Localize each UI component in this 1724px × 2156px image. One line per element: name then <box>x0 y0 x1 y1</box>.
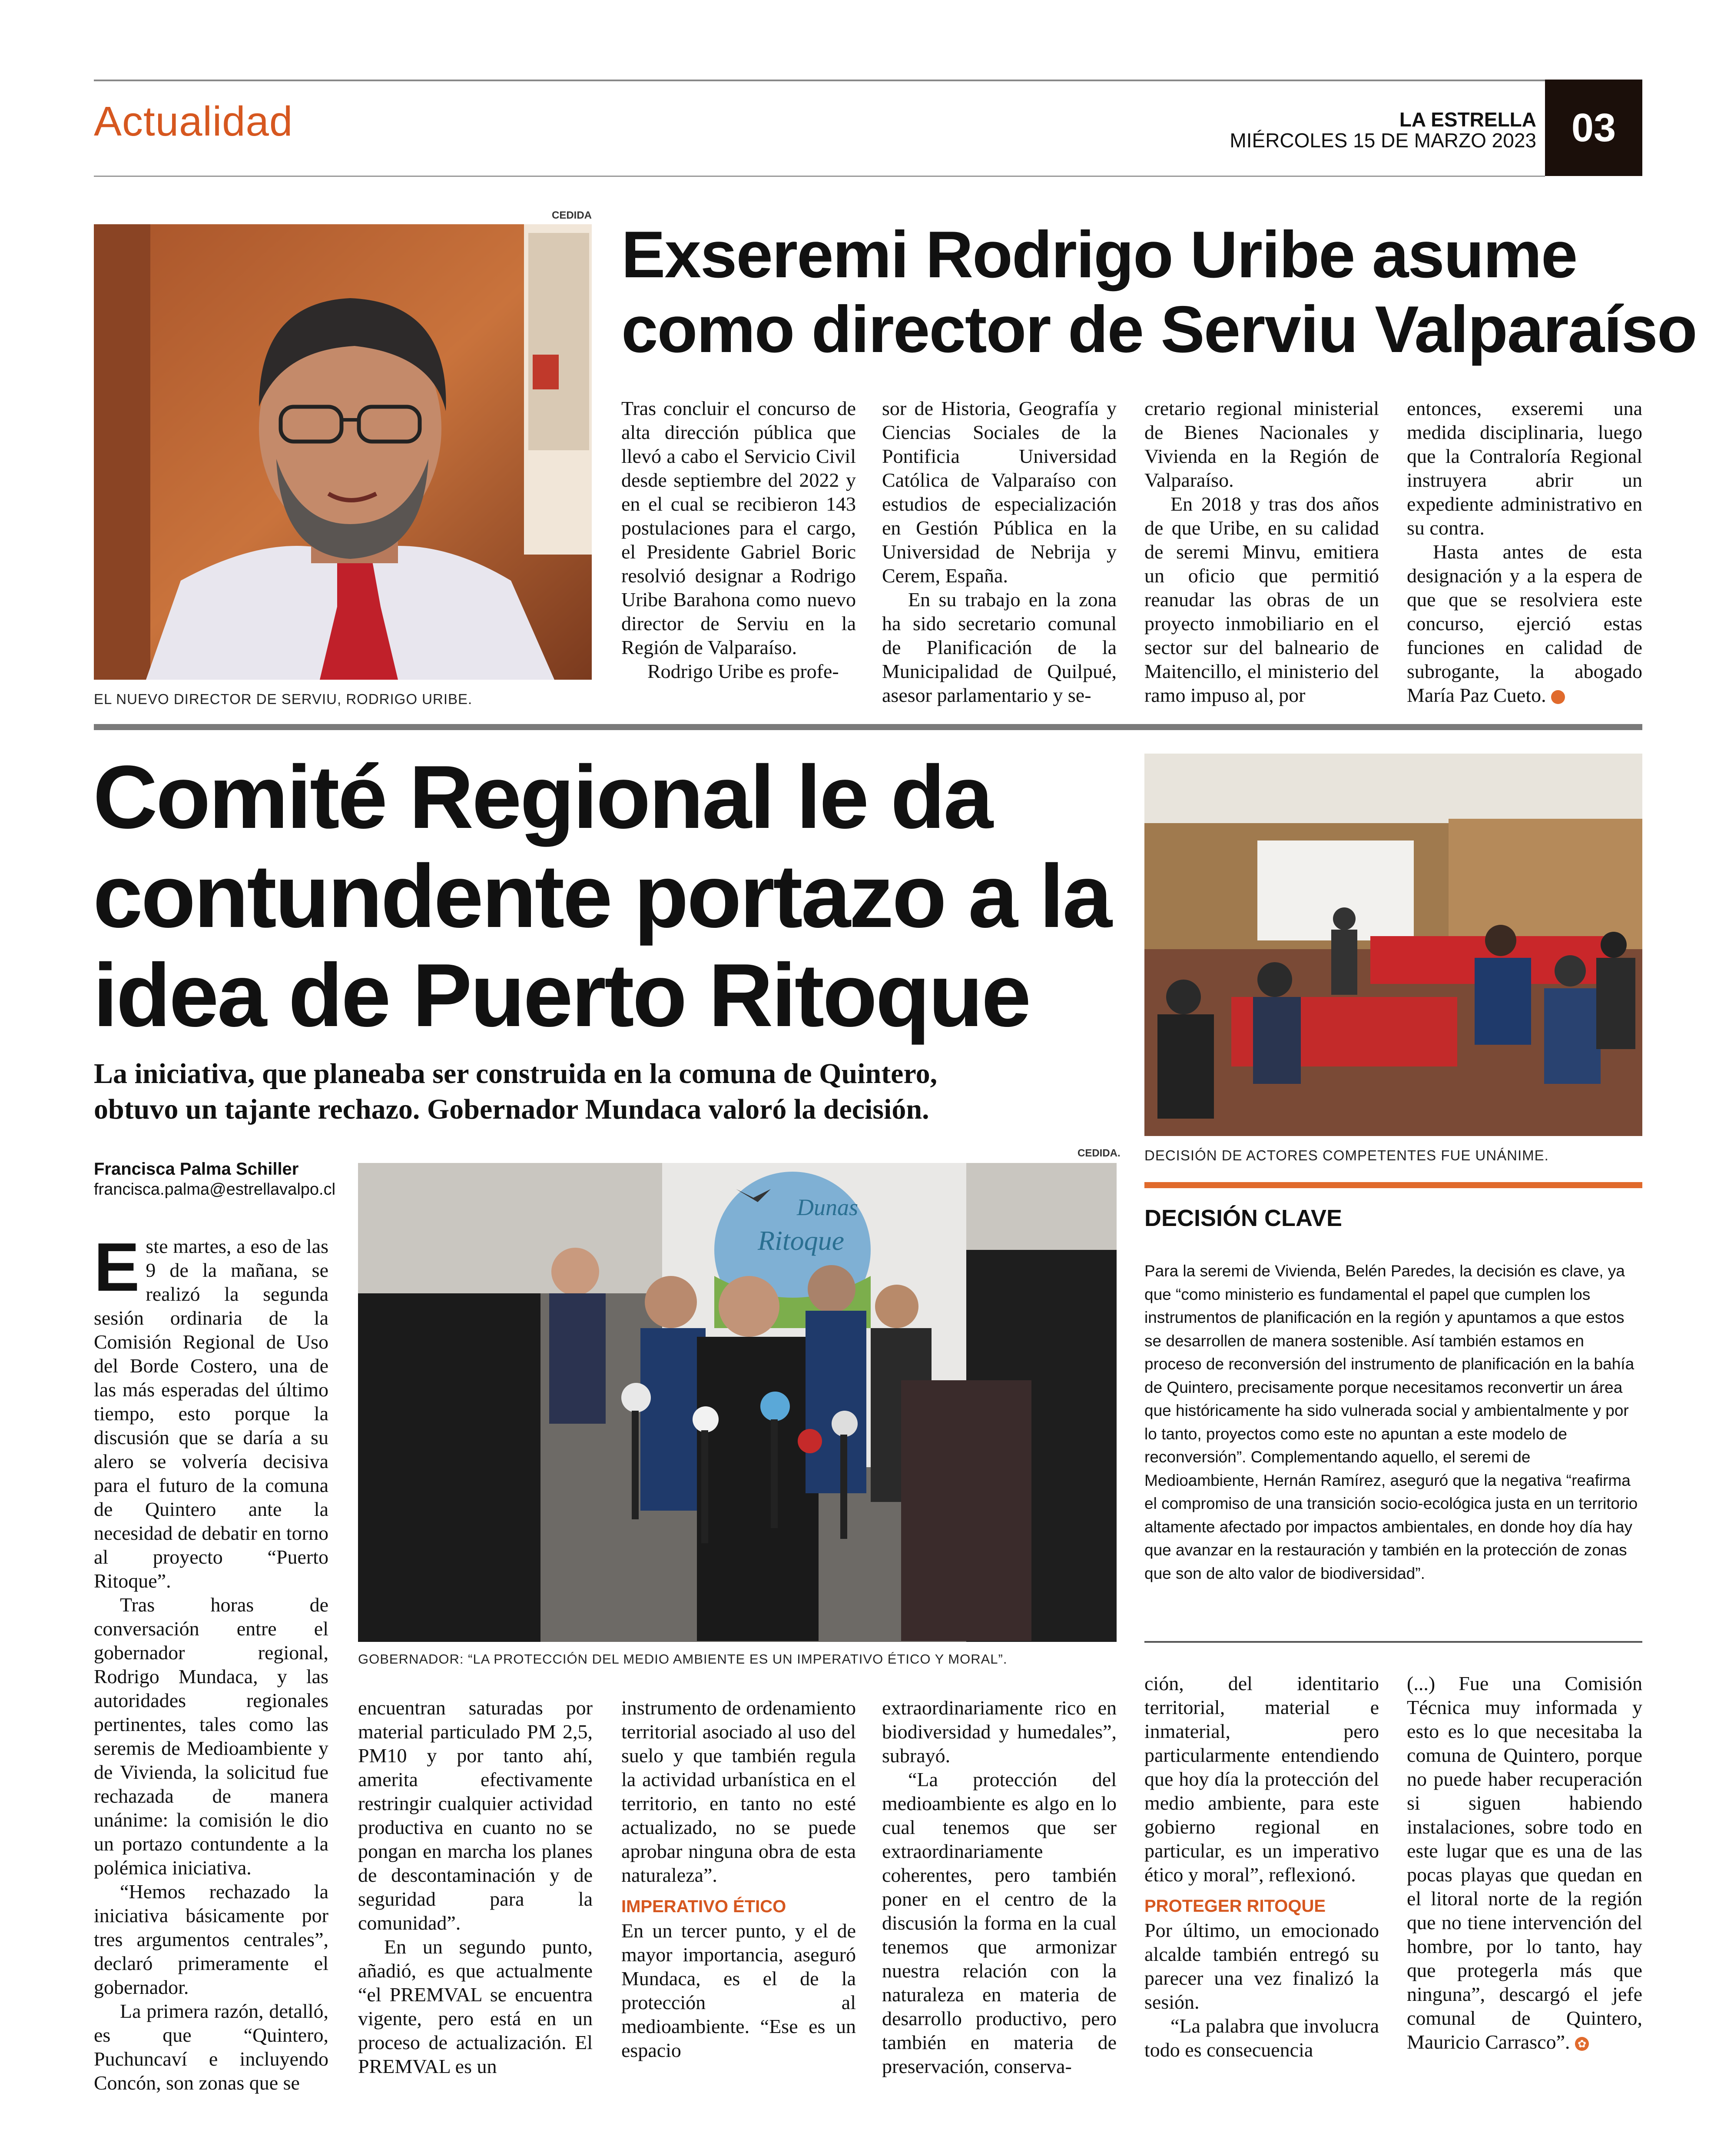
page-date: MIÉRCOLES 15 DE MARZO 2023 <box>1230 129 1536 152</box>
story2-column-2 <box>358 1696 593 2078</box>
story2-lead-paragraph <box>94 1229 328 1593</box>
end-mark-icon: ✿ <box>1551 690 1565 704</box>
subhead-imperativo: IMPERATIVO ÉTICO <box>621 1897 786 1916</box>
author-email: francisca.palma@estrellavalpo.cl <box>94 1180 336 1199</box>
story2-paragraph: La primera razón, detalló, es que “Quintero, Puchuncaví e incluyendo Concón, son zonas que se <box>94 2000 328 2094</box>
story2-deck-line1: La iniciativa, que planeaba ser construida en la comuna de Quintero, <box>94 1058 938 1090</box>
paper-name: LA ESTRELLA <box>1399 108 1536 131</box>
press-photo-credit: CEDIDA. <box>1078 1147 1121 1159</box>
story2-column-1 <box>94 1229 328 2095</box>
story1-headline-line2: como director de Serviu Valparaíso <box>621 292 1697 366</box>
press-photo <box>358 1163 1117 1642</box>
story1-column-1 <box>621 396 856 683</box>
section-label: Actualidad <box>94 98 293 145</box>
page-number: 03 <box>1545 80 1642 176</box>
story1-paragraph: sor de Historia, Geografía y Ciencias Sociales de la Pontificia Universidad Católica de Valparaíso con estudios de especialización en Gestión Pública en la Universidad de Nebrija y Cerem, España. <box>882 397 1117 587</box>
story2-paragraph: “Hemos rechazado la iniciativa básicamente por tres argumentos centrales”, declaró primeramente el gobernador. <box>94 1880 328 1998</box>
portrait-illustration <box>94 224 592 680</box>
story2-paragraph: “La palabra que involucra todo es consecuencia <box>1144 2015 1379 2061</box>
story2-headline-line2: contundente portazo a la <box>93 846 1111 946</box>
story1-headline <box>621 217 1697 367</box>
meeting-illustration <box>1144 754 1642 1136</box>
story1-paragraph: Tras concluir el concurso de alta dirección pública que llevó a cabo el Servicio Civil desde septiembre del 2022 y en el cual se recibieron 143 postulaciones para el cargo, el Presidente Gabriel Boric resolvió designar a Rodrigo Uribe Barahona como nuevo director de Serviu en la Región de Valparaíso. <box>621 397 856 658</box>
sidebar-top-rule <box>1144 1182 1642 1188</box>
story1-paragraph: En 2018 y tras dos años de que Uribe, en su calidad de seremi Minvu, emitiera un oficio que permitió reanudar las obras de un proyecto inmobiliario en el sector sur del balneario de Maitencillo, el ministerio del ramo impuso al, por <box>1144 493 1379 706</box>
story2-paragraph: En un segundo punto, añadió, es que actualmente “el PREMVAL se encuentra vigente, pero está en un proceso de actualización. El PREMVAL es un <box>358 1936 593 2077</box>
portrait-caption: EL NUEVO DIRECTOR DE SERVIU, RODRIGO URIBE. <box>94 691 473 707</box>
story2-headline-line1: Comité Regional le da <box>93 747 991 847</box>
story1-paragraph: En su trabajo en la zona ha sido secretario comunal de Planificación de la Municipalidad de Quilpué, asesor parlamentario y se- <box>882 588 1117 706</box>
story1-paragraph <box>1407 540 1642 707</box>
story2-column-4 <box>882 1696 1117 2078</box>
sidebar-title: DECISIÓN CLAVE <box>1144 1205 1343 1231</box>
story2-paragraph: “La protección del medioambiente es algo en lo cual tenemos que ser extraordinariamente coherentes, pero también poner en el centro de la discusión la forma en la cual tenemos que armonizar nuestra relación con la naturaleza en materia de desarrollo productivo, pero también en materia de preservación, conserva- <box>882 1768 1117 2077</box>
story2-headline-line3: idea de Puerto Ritoque <box>93 945 1030 1045</box>
story2-column-3 <box>621 1696 856 2062</box>
story1-paragraph: Rodrigo Uribe es profe- <box>647 660 839 682</box>
story2-paragraph <box>1407 1671 1642 2054</box>
portrait-photo <box>94 224 592 680</box>
photo-credit: CEDIDA <box>552 209 592 221</box>
drop-cap: E <box>94 1229 140 1306</box>
story2-paragraph: Tras horas de conversación entre el gobernador regional, Rodrigo Mundaca, y las autoridades regionales pertinentes, tales como las seremis de Medioambiente y de Vivienda, la solicitud fue rechazada de manera unánime: la comisión le dio un portazo contundente a la polémica iniciativa. <box>94 1594 328 1879</box>
header-bottom-rule <box>94 176 1545 177</box>
meeting-photo <box>1144 754 1642 1136</box>
story2-deck <box>94 1056 937 1127</box>
story1-paragraph: cretario regional ministerial de Bienes Nacionales y Vivienda en la Región de Valparaíso. <box>1144 397 1379 491</box>
story2-lead-text: ste martes, a eso de las 9 de la mañana, se realizó la segunda sesión ordinaria de la Comisión Regional de Uso del Borde Costero, una de las más esperadas del último tiempo, esto porque la discusión que se daría a su alero se volvería decisiva para el futuro de la comuna de Quintero ante la necesidad de debatir en torno al proyecto “Puerto Ritoque”. <box>94 1235 328 1592</box>
story1-column-4 <box>1407 396 1642 707</box>
press-illustration <box>358 1163 1117 1642</box>
author-name: Francisca Palma Schiller <box>94 1159 299 1179</box>
end-mark-icon: ✿ <box>1575 2037 1589 2051</box>
story2-closing-text: (...) Fue una Comisión Técnica muy informada y esto es lo que necesitaba la comuna de Quintero, porque no puede haber recuperación si siguen habiendo instalaciones, sobre todo en este lugar que es una de las pocas playas que quedan en el litoral norte de la región que no tiene intervención del hombre, por lo tanto, hay que protegerla más que ninguna”, descargó el jefe comunal de Quintero, Mauricio Carrasco”. <box>1407 1672 1642 2053</box>
story2-paragraph: instrumento de ordenamiento territorial asociado al uso del suelo y que también regula la actividad urbanística en el territorio, en tanto no esté actualizado, no se puede aprobar ninguna obra de esta naturaleza”. <box>621 1697 856 1886</box>
story1-headline-line1: Exseremi Rodrigo Uribe asume <box>621 218 1577 292</box>
meeting-photo-caption: DECISIÓN DE ACTORES COMPETENTES FUE UNÁNIME. <box>1144 1147 1549 1163</box>
sidebar-body: Para la seremi de Vivienda, Belén Paredes, la decisión es clave, ya que “como ministerio es fundamental el papel que cumplen los instrumentos de planificación en la región y apuntamos a que estos se desarrollen de manera sostenible. Así también estamos en proceso de reconversión del instrumento de planificación en la bahía de Quintero, precisamente porque necesitamos reconvertir un área que históricamente ha sido vulnerada social y ambientalmente y por lo tanto, proyectos como este no apuntan a este modelo de reconversión”. Complementando aquello, el seremi de Medioambiente, Hernán Ramírez, aseguró que la negativa “reafirma el compromiso de una transición socio-ecológica justa en un territorio altamente afectado por impactos ambientales, en donde hoy día hay que avanzar en la restauración y también en la protección de zonas que son de alto valor de biodiversidad”. <box>1144 1262 1638 1582</box>
story2-headline <box>93 747 1111 1045</box>
story2-paragraph: Por último, un emocionado alcalde también entregó su parecer una vez finalizó la sesión. <box>1144 1919 1379 2013</box>
story2-column-6 <box>1407 1671 1642 2054</box>
story2-deck-line2: obtuvo un tajante rechazo. Gobernador Mundaca valoró la decisión. <box>94 1093 929 1125</box>
sidebar-bottom-rule <box>1144 1641 1642 1643</box>
story2-column-5 <box>1144 1671 1379 2062</box>
story1-column-2 <box>882 396 1117 707</box>
story1-paragraph: entonces, exseremi una medida disciplinaria, luego que la Contraloría Regional instruyera abrir un expediente administrativo en su contra. <box>1407 397 1642 539</box>
story1-column-3 <box>1144 396 1379 707</box>
story-divider <box>94 724 1642 730</box>
story2-paragraph: extraordinariamente rico en biodiversidad y humedales”, subrayó. <box>882 1697 1117 1767</box>
story2-paragraph: encuentran saturadas por material particulado PM 2,5, PM10 y por tanto ahí, amerita efectivamente restringir cualquier actividad productiva en cuanto no se pongan en marcha los planes de descontaminación y de seguridad para la comunidad”. <box>358 1697 593 1934</box>
banner-text-dunas: Dunas <box>797 1194 859 1220</box>
press-photo-caption: GOBERNADOR: “LA PROTECCIÓN DEL MEDIO AMBIENTE ES UN IMPERATIVO ÉTICO Y MORAL”. <box>358 1651 1008 1667</box>
story2-paragraph: ción, del identitario territorial, material e inmaterial, pero particularmente entendiendo que hoy día la protección del medio ambiente, para este gobierno regional en particular, es un imperativo ético y moral”, reflexionó. <box>1144 1672 1379 1886</box>
story2-paragraph: En un tercer punto, y el de mayor importancia, aseguró Mundaca, es el de la protección al medioambiente. “Ese es un espacio <box>621 1920 856 2061</box>
story1-last-sentence: Hasta antes de esta designación y a la espera de que que se resolviera este concurso, ejerció estas funciones en calidad de subrogante, la abogado María Paz Cueto. <box>1407 541 1642 706</box>
banner-text-ritoque: Ritoque <box>758 1225 845 1256</box>
subhead-proteger: PROTEGER RITOQUE <box>1144 1897 1326 1916</box>
top-rule <box>94 80 1642 81</box>
